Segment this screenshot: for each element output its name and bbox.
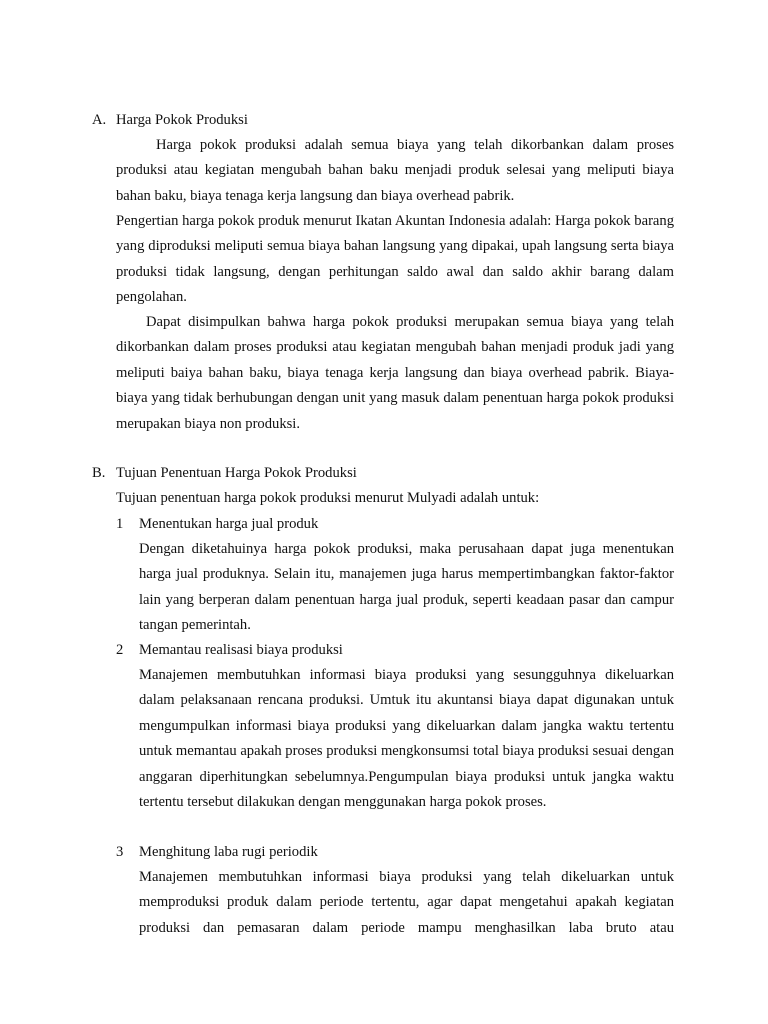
item-1-title: Menentukan harga jual produk (139, 516, 319, 532)
section-a-heading (92, 108, 248, 133)
item-3-title: Menghitung laba rugi periodik (139, 844, 318, 860)
section-a-paragraph-1: Harga pokok produksi adalah semua biaya yang telah dikorbankan dalam proses produksi atau kegiatan mengubah bahan baku menjadi produk selesai yang meliputi biaya bahan baku, biaya tenaga kerja langsung dan biaya overhead pabrik. (116, 137, 674, 204)
section-a-paragraph-3: Dapat disimpulkan bahwa harga pokok produksi merupakan semua biaya yang telah dikorbankan dalam proses produksi atau kegiatan mengubah bahan menjadi produk jadi yang meliputi baiya bahan baku, biaya tenaga kerja langsung dan biaya overhead pabrik. Biaya- biaya yang tidak berhubungan dengan unit yang masuk dalam penentuan harga pokok produksi merupakan biaya non produksi. (116, 314, 674, 432)
section-b-heading (92, 461, 357, 486)
item-1-text: Dengan diketahuinya harga pokok produksi, maka perusahaan dapat juga menentukan harga jual produknya. Selain itu, manajemen juga harus mempertimbangkan faktor-faktor lain yang berperan dalam penentuan harga jual produk, seperti keadaan pasar dan campur tangan pemerintah. (139, 541, 674, 634)
section-a-title: Harga Pokok Produksi (116, 112, 248, 128)
section-b-letter: B. (92, 465, 106, 481)
section-a-letter: A. (92, 112, 107, 128)
section-a-paragraph-2: Pengertian harga pokok produk menurut Ikatan Akuntan Indonesia adalah: Harga pokok barang yang diproduksi meliputi semua biaya bahan langsung yang dipakai, upah langsung serta biaya produksi tidak langsung, dengan perhitungan saldo awal dan saldo akhir barang dalam pengolahan. (116, 213, 674, 306)
item-2-text: Manajemen membutuhkan informasi biaya produksi yang sesungguhnya dikeluarkan dalam pelaksanaan rencana produksi. Umtuk itu akuntansi biaya dapat digunakan untuk mengumpulkan informasi biaya produksi yang dikeluarkan dalam jangka waktu tertentu untuk memantau apakah proses produksi mengkonsumsi total biaya produksi sesuai dengan anggaran diperhitungkan sebelumnya.Pengumpulan biaya produksi untuk jangka waktu tertentu tersebut dilakukan dengan menggunakan harga pokok proses. (139, 667, 675, 811)
item-3-text: Manajemen membutuhkan informasi biaya produksi yang telah dikeluarkan untuk memproduksi produk dalam periode tertentu, agar dapat mengetahui apakah kegiatan produksi dan pemasaran dalam periode mampu menghasilkan laba bruto atau (139, 869, 674, 936)
section-b-intro: Tujuan penentuan harga pokok produksi menurut Mulyadi adalah untuk: (116, 490, 540, 506)
item-3-number: 3 (116, 844, 124, 860)
item-2-title: Memantau realisasi biaya produksi (139, 642, 343, 658)
item-1-number: 1 (116, 516, 124, 532)
section-b-title: Tujuan Penentuan Harga Pokok Produksi (116, 465, 357, 481)
item-2-number: 2 (116, 642, 124, 658)
